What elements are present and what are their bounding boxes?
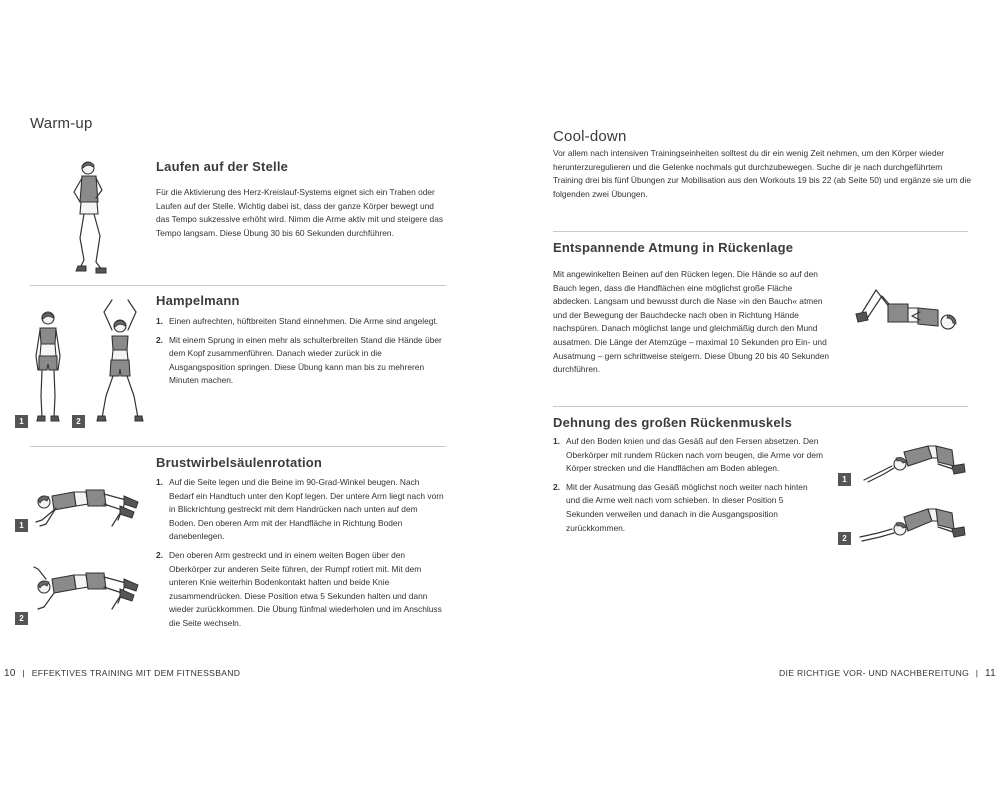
exercise-title-laufen: Laufen auf der Stelle	[156, 159, 289, 174]
step-number: 2.	[156, 549, 163, 560]
steps-brustwirbelsaeulenrotation	[156, 476, 446, 636]
step-badge-1: 1	[15, 415, 28, 428]
divider	[30, 285, 446, 286]
divider	[553, 406, 968, 407]
exercise-text-laufen: Für die Aktivierung des Herz-Kreislauf-Systems eignet sich ein Traben oder Laufen auf der Stelle. Wichtig dabei ist, dass der ganze Körper bewegt und das Tempo sukzessive erhöht wird. Nimm die Arme aktiv mit und steigere das Tempo langsam. Diese Übung 30 bis 60 Sekunden durchführen.	[156, 187, 444, 238]
exercise-title-hampelmann: Hampelmann	[156, 293, 240, 308]
rotation-start-illustration	[34, 480, 144, 530]
cooldown-section-title: Cool-down	[553, 128, 627, 145]
step-badge-2: 2	[838, 532, 851, 545]
footer-separator: |	[22, 668, 25, 678]
step-badge-1: 1	[838, 473, 851, 486]
exercise-title-dehnung: Dehnung des großen Rückenmuskels	[553, 415, 793, 430]
supine-breathing-illustration	[856, 282, 960, 340]
rotation-end-illustration	[32, 565, 144, 615]
jumping-jack-start-illustration	[28, 308, 68, 426]
step-text: Mit der Ausatmung das Gesäß möglichst noch weiter nach hinten und die Arme weit nach vorn schieben. In dieser Position 5 Sekunden verweilen und danach in die Ausgangsposition zurückkommen.	[566, 481, 808, 533]
step-number: 1.	[156, 316, 163, 326]
exercise-title-atmung: Entspannende Atmung in Rückenlage	[553, 240, 794, 255]
step-item	[553, 435, 823, 476]
step-item	[553, 481, 823, 535]
step-badge-2: 2	[15, 612, 28, 625]
exercise-title-brustwirbelsaeulenrotation: Brustwirbelsäulenrotation	[156, 455, 323, 470]
step-text: Mit einem Sprung in einen mehr als schulterbreiten Stand die Hände über dem Kopf zusammenführen. Danach wieder zurück in die Ausgangsposition springen. Diese Übung kann man bis zu mehreren Minuten machen.	[169, 334, 442, 386]
step-number: 2.	[553, 481, 560, 492]
page-number: 10	[4, 668, 16, 679]
warmup-section-title: Warm-up	[30, 115, 93, 132]
step-number: 1.	[553, 436, 560, 446]
footer-left	[4, 668, 240, 679]
step-badge-2: 2	[72, 415, 85, 428]
step-item	[156, 476, 446, 544]
divider	[30, 446, 446, 447]
step-text: Den oberen Arm gestreckt und in einem weiten Bogen über den Oberkörper zur anderen Seite führen, der Rumpf rotiert mit. Mit dem unteren Knie weiterhin Bodenkontakt halten und beide Knie zusammendrücken. Diese Position etwa 5 Sekunden halten und dann wieder zurückkommen. Die Übung fünfmal wiederholen und im Anschluss die Seite wechseln.	[169, 549, 442, 628]
exercise-text-atmung: Mit angewinkelten Beinen auf den Rücken legen. Die Hände so auf den Bauch legen, dass die Handflächen eine möglichst große Fläche abdecken. Langsam und bewusst durch die Nase »in den Bauch« atmen und der Bewegung der Bauchdecke nach oben in Richtung Hände nachspüren. Danach möglichst lange und gleichmäßig durch den Mund ausatmen. Die Länge der Atemzüge – maximal 10 Sekunden pro Ein- und Ausatmung – gern schrittweise steigern. Diese Übung 20 bis 40 Sekunden durchführen.	[553, 269, 830, 375]
step-text: Auf die Seite legen und die Beine im 90-Grad-Winkel beugen. Nach Bedarf ein Handtuch unter den Kopf legen. Der untere Arm liegt nach vorn in Blickrichtung gestreckt mit dem Handrücken nach unten auf dem Boden. Den oberen Arm mit der Handfläche in Richtung Boden danebenlegen.	[169, 477, 444, 542]
steps-hampelmann	[156, 315, 446, 393]
step-item	[156, 315, 446, 329]
jumping-jack-end-illustration	[92, 296, 148, 426]
runner-illustration	[70, 158, 120, 278]
childs-pose-2-illustration	[858, 501, 966, 541]
footer-title: DIE RICHTIGE VOR- UND NACHBEREITUNG	[779, 668, 970, 678]
childs-pose-1-illustration	[862, 436, 966, 482]
cooldown-intro: Vor allem nach intensiven Trainingseinheiten solltest du dir ein wenig Zeit nehmen, um den Körper wieder herunterzuregulieren und die Gelenke nochmals gut durchzubewegen. Suche dir je nach durchgeführtem Training drei bis fünf Übungen zur Mobilisation aus den Workouts 19 bis 22 (ab Seite 50) und ergänze sie um die folgenden zwei Übungen.	[553, 148, 972, 199]
step-badge-1: 1	[15, 519, 28, 532]
footer-title: EFFEKTIVES TRAINING MIT DEM FITNESSBAND	[31, 668, 241, 678]
step-number: 1.	[156, 477, 163, 487]
footer-right	[779, 668, 996, 679]
step-text: Auf den Boden knien und das Gesäß auf den Fersen absetzen. Den Oberkörper mit rundem Rücken nach vorn beugen, die Arme vor dem Körper strecken und die Handflächen am Boden ablegen.	[566, 436, 823, 474]
footer-separator: |	[975, 668, 979, 678]
divider	[553, 231, 968, 232]
page-number: 11	[985, 668, 996, 679]
step-text: Einen aufrechten, hüftbreiten Stand einnehmen. Die Arme sind angelegt.	[169, 316, 439, 326]
steps-dehnung	[553, 435, 823, 540]
step-item	[156, 549, 446, 631]
step-number: 2.	[156, 334, 163, 345]
step-item	[156, 334, 446, 388]
